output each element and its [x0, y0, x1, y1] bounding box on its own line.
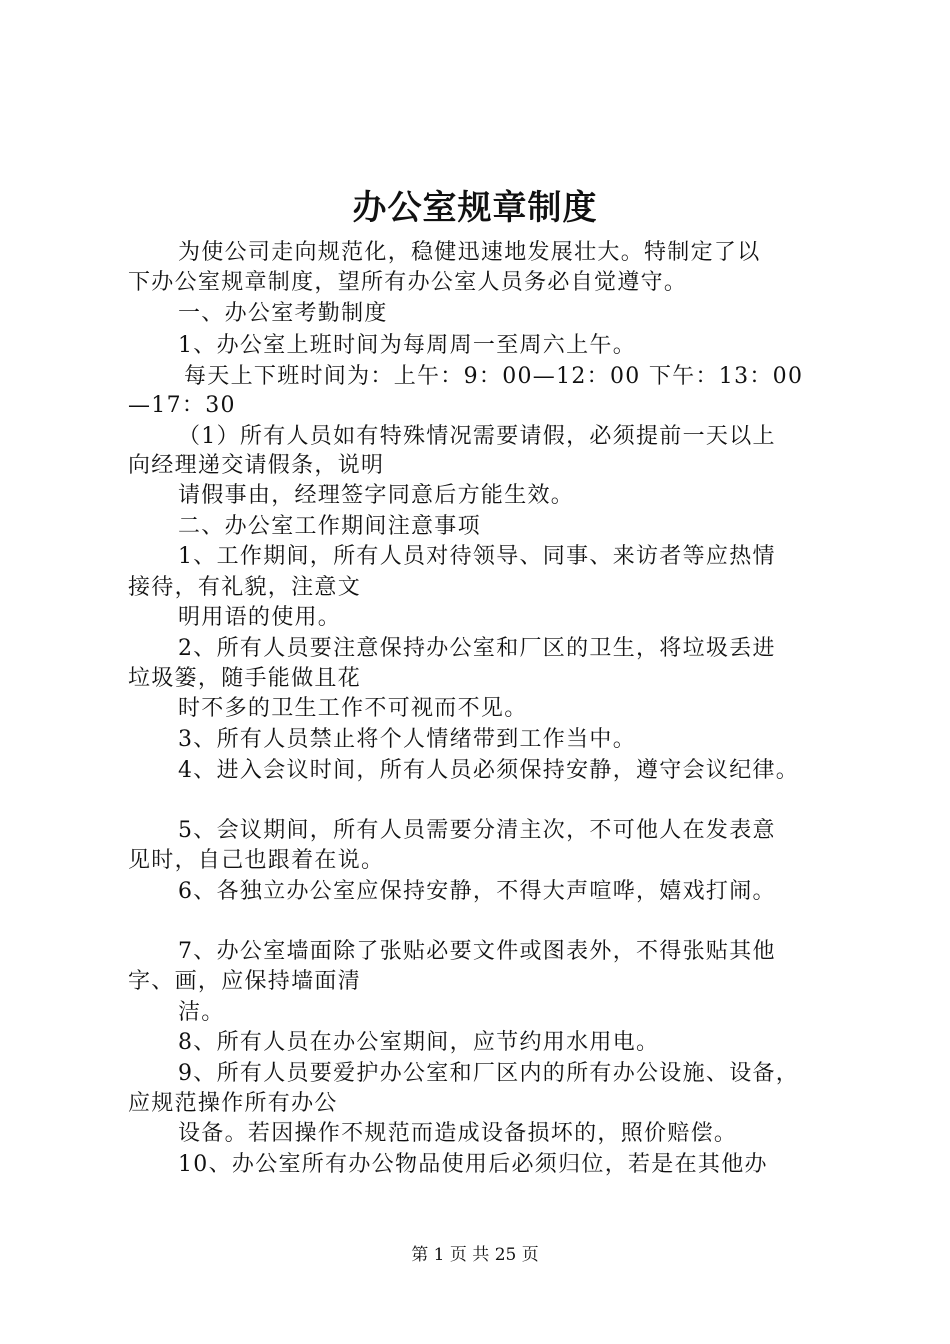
text-line: 5、会议期间，所有人员需要分清主次，不可他人在发表意: [178, 818, 776, 843]
text-line: 9、所有人员要爱护办公室和厂区内的所有办公设施、设备，: [178, 1061, 800, 1086]
text-line: 请假事由，经理签字同意后方能生效。: [178, 483, 575, 508]
section-heading: 二、办公室工作期间注意事项: [178, 514, 481, 539]
text-line: 10、办公室所有办公物品使用后必须归位，若是在其他办: [178, 1152, 768, 1177]
text-line: 设备。若因操作不规范而造成设备损坏的，照价赔偿。: [178, 1121, 738, 1146]
text-line: 见时，自己也跟着在说。: [128, 848, 385, 873]
text-line: 洁。: [178, 1000, 225, 1025]
section-heading: 一、办公室考勤制度: [178, 301, 388, 326]
text-line: 应规范操作所有办公: [128, 1091, 338, 1116]
text-line: 向经理递交请假条，说明: [128, 453, 385, 478]
text-line: 为使公司走向规范化，稳健迅速地发展壮大。特制定了以: [178, 240, 761, 265]
text-line: 2、所有人员要注意保持办公室和厂区的卫生，将垃圾丢进: [178, 636, 776, 661]
text-line: 明用语的使用。: [178, 605, 342, 630]
text-line: 下办公室规章制度，望所有办公室人员务必自觉遵守。: [128, 270, 688, 295]
text-line: 8、所有人员在办公室期间，应节约用水用电。: [178, 1030, 660, 1055]
text-line: 1、办公室上班时间为每周周一至周六上午。: [178, 333, 636, 358]
text-line: 接待，有礼貌，注意文: [128, 575, 362, 600]
text-line: 6、各独立办公室应保持安静，不得大声喧哗，嬉戏打闹。: [178, 879, 776, 904]
text-line: （1）所有人员如有特殊情况需要请假，必须提前一天以上: [178, 424, 776, 449]
text-line: —17：30: [128, 393, 236, 418]
text-line: 垃圾篓，随手能做且花: [128, 666, 362, 691]
document-title: 办公室规章制度: [352, 188, 598, 228]
text-line: 每天上下班时间为：上午：9：00—12：00 下午：13：00: [184, 364, 804, 389]
text-line: 7、办公室墙面除了张贴必要文件或图表外，不得张贴其他: [178, 939, 776, 964]
text-line: 4、进入会议时间，所有人员必须保持安静，遵守会议纪律。: [178, 758, 800, 783]
text-line: 3、所有人员禁止将个人情绪带到工作当中。: [178, 727, 636, 752]
page-number-footer: 第 1 页 共 25 页: [411, 1245, 539, 1265]
text-line: 1、工作期间，所有人员对待领导、同事、来访者等应热情: [178, 544, 776, 569]
text-line: 时不多的卫生工作不可视而不见。: [178, 696, 528, 721]
text-line: 字、画，应保持墙面清: [128, 969, 362, 994]
